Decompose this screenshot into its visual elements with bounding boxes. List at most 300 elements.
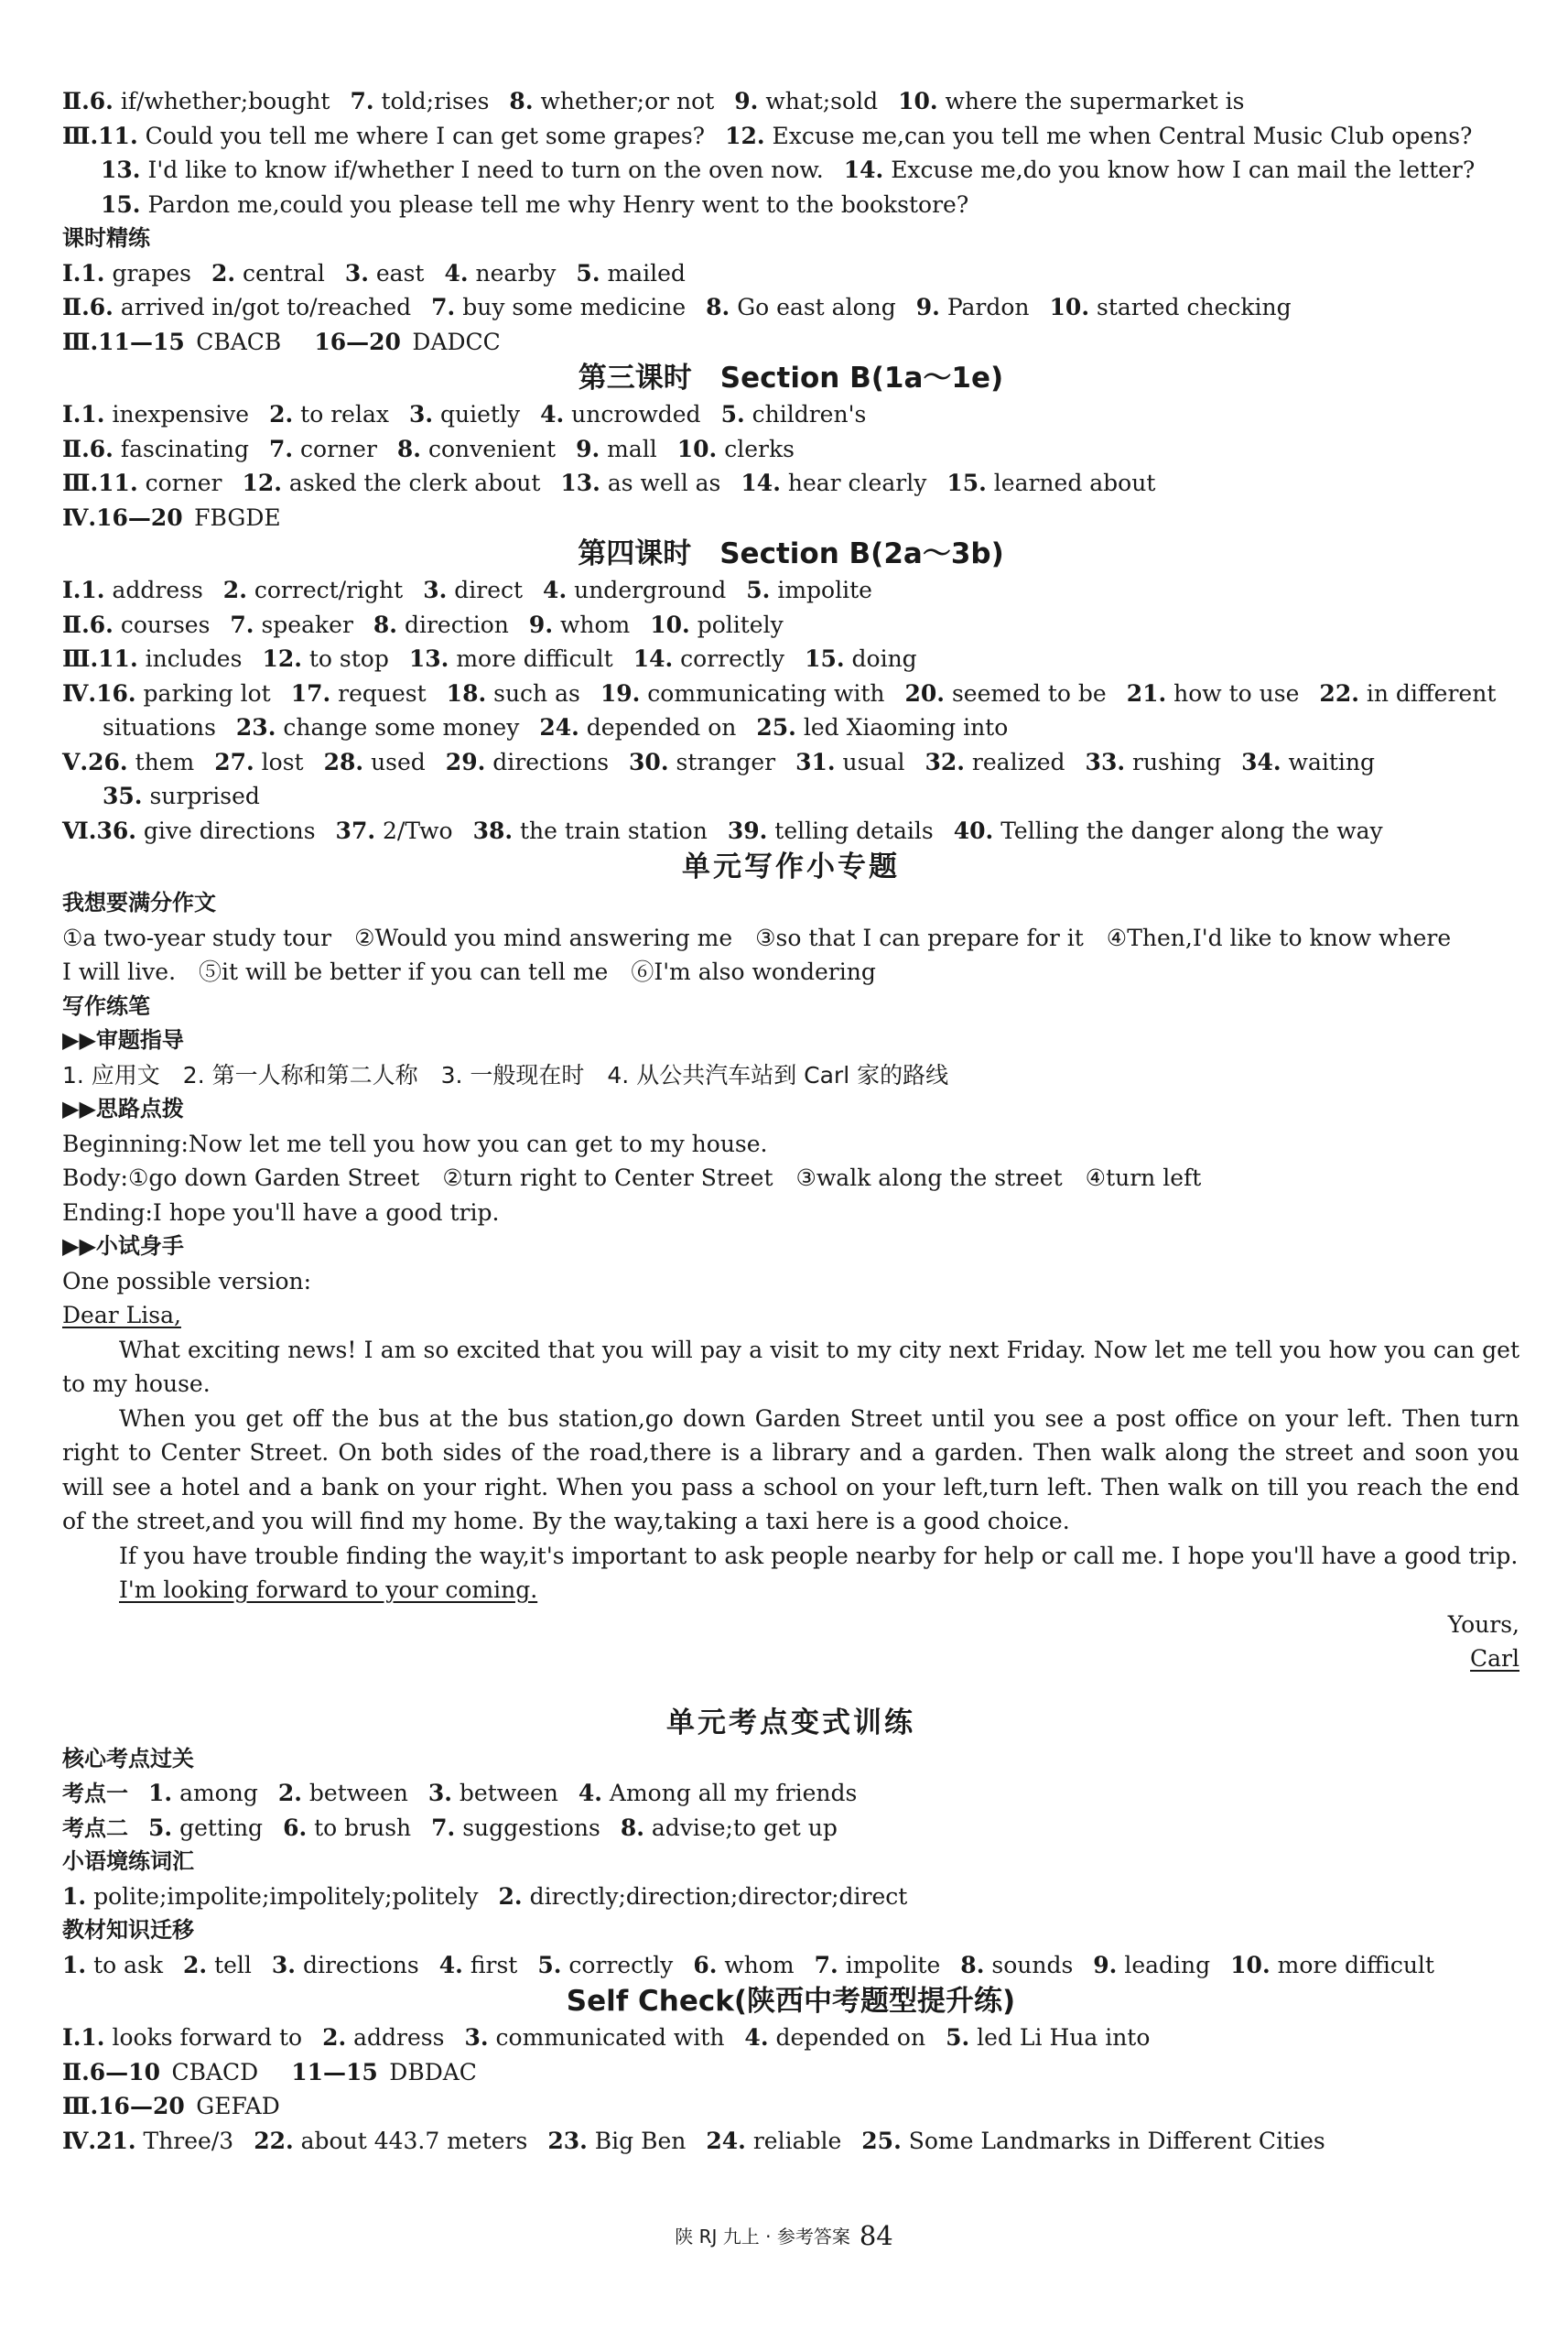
answer-row: [62, 325, 1519, 360]
roman-numeral: Ⅰ.: [62, 401, 81, 428]
answer-number: 25.: [861, 2127, 902, 2154]
answer-text: whom: [559, 611, 631, 638]
answer-number: 9.: [915, 294, 940, 320]
answer-text: used: [371, 748, 426, 775]
answer-text: advise;to get up: [651, 1814, 838, 1841]
answer-row: [62, 677, 1519, 711]
answer-number: 6.: [89, 611, 114, 638]
answer-row: [62, 642, 1519, 677]
model-essay-line: I will live. ⑤it will be better if you can tell me ⑥I'm also wondering: [62, 959, 876, 985]
answer-number: 38.: [472, 817, 514, 844]
answer-text: led Xiaoming into: [803, 714, 1009, 741]
answer-text: Excuse me,can you tell me when Central Music Club opens?: [772, 122, 1473, 149]
answer-row: [62, 501, 1519, 536]
ideas-heading: ▶▶思路点拨: [62, 1096, 184, 1121]
answer-number: 19.: [600, 679, 641, 707]
answer-text: Pardon: [946, 294, 1030, 320]
answer-text: lost: [261, 748, 304, 775]
answer-number: 6.: [283, 1814, 308, 1841]
kd1-line: [62, 1776, 1519, 1811]
answer-text: sounds: [991, 1951, 1074, 1978]
answer-text: seemed to be: [951, 679, 1107, 707]
answer-text: communicating with: [647, 679, 885, 707]
answer-text: depended on: [586, 714, 737, 741]
answer-text: rushing: [1132, 748, 1222, 775]
answer-number: 37.: [335, 817, 376, 844]
answer-number: 11.: [98, 470, 138, 496]
writing-title: 单元写作小专题: [682, 850, 900, 883]
answer-text: arrived in/got to/reached: [120, 294, 412, 320]
answer-text: getting: [179, 1814, 264, 1841]
answer-text: to stop: [308, 645, 389, 672]
answer-text: change some money: [283, 714, 520, 741]
answer-text: clerks: [724, 435, 795, 462]
answer-text: the train station: [520, 817, 708, 844]
answer-number: 2.: [322, 2024, 347, 2051]
answer-row: [62, 188, 1519, 222]
answer-row: [62, 256, 1519, 291]
answer-text: doing: [851, 645, 917, 672]
answer-text: more difficult: [1277, 1951, 1434, 1978]
answer-text: give directions: [143, 817, 316, 844]
answer-number: 6—10: [89, 2058, 160, 2085]
core-points-heading: 核心考点过关: [62, 1745, 194, 1771]
vocab-heading: 小语境练词汇: [62, 1848, 194, 1874]
answer-number: 11—15: [291, 2058, 378, 2085]
roman-numeral: Ⅱ.: [62, 611, 90, 638]
answer-text: inexpensive: [112, 401, 250, 428]
letter-paragraph: If you have trouble finding the way,it's important to ask people nearby for help or call me. I hope you'll have a good trip.: [119, 1542, 1519, 1569]
answer-number: 4.: [543, 577, 568, 603]
answer-text: impolite: [845, 1951, 941, 1978]
guide-heading: ▶▶审题指导: [62, 1027, 184, 1053]
answer-text: I'd like to know if/whether I need to turn on the oven now.: [147, 157, 824, 183]
answer-number: 10.: [1230, 1951, 1271, 1978]
answer-number: 15.: [805, 645, 845, 672]
ks-answers: [62, 256, 1519, 360]
answer-text: CBACB: [196, 328, 282, 355]
answer-number: 11.: [98, 122, 138, 149]
answer-number: 5.: [720, 401, 745, 428]
answer-number: 14.: [633, 645, 674, 672]
answer-text: children's: [752, 401, 867, 428]
answer-text: whether;or not: [540, 88, 715, 114]
answer-number: 1.: [81, 577, 105, 603]
answer-text: underground: [574, 577, 727, 603]
answer-text: address: [112, 577, 203, 603]
answer-row: [62, 814, 1519, 849]
answer-number: 16—20: [314, 328, 401, 355]
footer-label: 陕 RJ 九上 · 参考答案: [675, 2226, 850, 2248]
vocab-line: [62, 1879, 1519, 1914]
answer-text: looks forward to: [112, 2024, 303, 2051]
answer-number: 27.: [214, 748, 254, 775]
roman-numeral: Ⅱ.: [62, 435, 90, 462]
answer-number: 1.: [81, 2024, 105, 2051]
answer-number: 39.: [727, 817, 768, 844]
answer-text: hear clearly: [787, 470, 927, 496]
answer-number: 13.: [101, 157, 141, 183]
beginning-line: Beginning:Now let me tell you how you can get to my house.: [62, 1130, 768, 1157]
answer-number: 33.: [1085, 748, 1126, 775]
answer-row: [62, 290, 1519, 325]
answer-number: 8.: [396, 435, 422, 462]
letter-signature: Carl: [1470, 1645, 1519, 1672]
answer-number: 7.: [350, 88, 374, 114]
answer-number: 8.: [509, 88, 534, 114]
answer-number: 9.: [1093, 1951, 1118, 1978]
answer-text: politely: [697, 611, 784, 638]
answer-text: if/whether;bought: [120, 88, 330, 114]
section-b-answers-top: [62, 84, 1519, 222]
kd2-label: 考点二: [62, 1814, 128, 1841]
answer-row: [62, 710, 1519, 745]
answer-text: led Li Hua into: [977, 2024, 1151, 2051]
answer-row: [62, 119, 1519, 154]
answer-text: east: [375, 259, 425, 287]
answer-number: 2.: [498, 1882, 523, 1910]
answer-number: 5.: [576, 259, 600, 287]
page-number: 84: [859, 2220, 893, 2251]
answer-number: 3.: [271, 1951, 297, 1978]
answer-text: between: [459, 1780, 558, 1806]
answer-number: 12.: [262, 645, 302, 672]
answer-number: 28.: [323, 748, 364, 775]
answer-number: 3.: [344, 259, 369, 287]
answer-text: suggestions: [462, 1814, 600, 1841]
answer-row: [62, 153, 1519, 188]
answer-text: depended on: [775, 2024, 926, 2051]
answer-row: [62, 466, 1519, 501]
answer-text: whom: [724, 1951, 795, 1978]
roman-numeral: Ⅲ.: [62, 122, 99, 149]
answer-number: 10.: [898, 88, 938, 114]
answer-text: usual: [842, 748, 905, 775]
answer-text: GEFAD: [196, 2093, 280, 2119]
answer-text: correct/right: [254, 577, 404, 603]
body-line: Body:①go down Garden Street ②turn right to Center Street ③walk along the street ④turn left: [62, 1164, 1202, 1191]
answer-text: asked the clerk about: [288, 470, 541, 496]
answer-text: telling details: [774, 817, 934, 844]
answer-number: 16—20: [96, 504, 183, 531]
answer-number: 8.: [706, 294, 730, 320]
answer-number: 10.: [650, 611, 690, 638]
answer-number: 7.: [814, 1951, 838, 1978]
answer-row: [62, 2089, 1519, 2124]
answer-text: correctly: [568, 1951, 674, 1978]
answer-text: quietly: [440, 401, 521, 428]
answer-number: 4.: [444, 259, 469, 287]
roman-numeral: Ⅰ.: [62, 577, 81, 603]
answer-number: 3.: [423, 577, 448, 603]
answer-text: DADCC: [412, 328, 501, 355]
answer-number: 29.: [445, 748, 486, 775]
answer-number: 15.: [101, 190, 141, 218]
answer-row: [62, 2055, 1519, 2090]
roman-numeral: Ⅵ.: [62, 817, 97, 844]
answer-text: grapes: [112, 259, 191, 287]
roman-numeral: Ⅲ.: [62, 645, 99, 672]
answer-number: 14.: [741, 470, 781, 496]
answer-row: [62, 608, 1519, 643]
answer-number: 12.: [725, 122, 765, 149]
answer-text: situations: [103, 714, 216, 741]
answer-text: among: [179, 1780, 258, 1806]
answer-number: 18.: [446, 679, 487, 707]
letter-greeting: Dear Lisa,: [62, 1302, 181, 1328]
answer-number: 34.: [1241, 748, 1281, 775]
answer-text: buy some medicine: [462, 294, 687, 320]
answer-number: 10.: [676, 435, 718, 462]
answer-text: where the supermarket is: [945, 88, 1245, 114]
answer-number: 31.: [795, 748, 836, 775]
try-heading: ▶▶小试身手: [62, 1233, 184, 1259]
answer-number: 4.: [744, 2024, 769, 2051]
answer-number: 26.: [88, 748, 128, 775]
answer-number: 35.: [103, 783, 143, 809]
letter-intro: One possible version:: [62, 1267, 312, 1294]
answer-number: 1.: [62, 1951, 87, 1978]
answer-number: 14.: [843, 157, 884, 183]
answer-number: 2.: [269, 401, 294, 428]
kd1-label: 考点一: [62, 1781, 128, 1806]
answer-number: 12.: [242, 470, 282, 496]
section4-title: 第四课时 Section B(2a～3b): [578, 537, 1004, 570]
answer-text: told;rises: [381, 88, 490, 114]
answer-text: surprised: [149, 783, 260, 809]
answer-text: speaker: [261, 611, 353, 638]
answer-text: includes: [145, 645, 243, 672]
answer-text: communicated with: [495, 2024, 725, 2051]
answer-text: realized: [971, 748, 1065, 775]
answer-text: directly;direction;director;direct: [529, 1882, 908, 1910]
self-check-answers: [62, 2020, 1519, 2158]
answer-text: directions: [302, 1951, 419, 1978]
answer-row: [62, 573, 1519, 608]
answer-number: 24.: [706, 2127, 746, 2154]
answer-number: 7.: [431, 1814, 456, 1841]
answer-text: Pardon me,could you please tell me why Henry went to the bookstore?: [147, 190, 969, 218]
answer-number: 9.: [576, 435, 600, 462]
answer-text: address: [353, 2024, 445, 2051]
answer-row: [62, 397, 1519, 432]
answer-text: Big Ben: [594, 2127, 687, 2154]
answer-number: 13.: [560, 470, 600, 496]
answer-number: 2.: [183, 1951, 208, 1978]
answer-text: reliable: [752, 2127, 842, 2154]
answer-number: 7.: [230, 611, 254, 638]
answer-number: 40.: [953, 817, 994, 844]
answer-text: directions: [492, 748, 610, 775]
answer-text: Among all my friends: [609, 1780, 858, 1806]
answer-text: Could you tell me where I can get some grapes?: [145, 122, 706, 149]
transfer-heading: 教材知识迁移: [62, 1917, 194, 1943]
answer-text: between: [308, 1780, 408, 1806]
model-essay-line: ①a two-year study tour ②Would you mind answering me ③so that I can prepare for it ④Then,I'd like to know where: [62, 924, 1452, 951]
answer-text: parking lot: [143, 679, 271, 707]
answer-number: 7.: [268, 435, 294, 462]
answer-text: Excuse me,do you know how I can mail the letter?: [891, 157, 1476, 183]
answer-number: 21.: [96, 2127, 136, 2154]
letter-yours: Yours,: [1447, 1610, 1519, 1638]
answer-number: 22.: [254, 2127, 294, 2154]
roman-numeral: Ⅳ.: [62, 504, 97, 531]
answer-number: 23.: [235, 714, 276, 741]
page-footer: [0, 2219, 1568, 2255]
answer-number: 1.: [81, 401, 105, 428]
answer-number: 1.: [81, 259, 105, 287]
answer-number: 6.: [89, 435, 114, 462]
answer-number: 4.: [438, 1951, 463, 1978]
answer-number: 36.: [96, 817, 136, 844]
answer-number: 16.: [96, 679, 136, 707]
answer-text: Some Landmarks in Different Cities: [908, 2127, 1325, 2154]
answer-number: 16—20: [98, 2093, 185, 2119]
answer-text: such as: [493, 679, 580, 707]
answer-number: 8.: [960, 1951, 985, 1978]
answer-row: [62, 779, 1519, 814]
practice-heading: 写作练笔: [62, 992, 150, 1019]
answer-number: 9.: [528, 611, 554, 638]
roman-numeral: Ⅲ.: [62, 470, 99, 496]
unit-title: 单元考点变式训练: [666, 1706, 915, 1739]
answer-text: direct: [454, 577, 524, 603]
answer-number: 21.: [1126, 679, 1167, 707]
answer-text: mailed: [607, 259, 686, 287]
answer-number: 11—15: [98, 328, 185, 355]
answer-text: uncrowded: [571, 401, 701, 428]
answer-number: 6.: [693, 1951, 718, 1978]
answer-text: 2/Two: [383, 817, 453, 844]
answer-text: to relax: [300, 401, 389, 428]
roman-numeral: Ⅴ.: [62, 748, 89, 775]
answer-text: learned about: [993, 470, 1156, 496]
answer-text: how to use: [1173, 679, 1300, 707]
answer-number: 32.: [925, 748, 965, 775]
answer-number: 22.: [1319, 679, 1359, 707]
roman-numeral: Ⅱ.: [62, 2058, 90, 2085]
answer-text: tell: [214, 1951, 252, 1978]
answer-text: direction: [404, 611, 509, 638]
answer-number: 17.: [290, 679, 331, 707]
answer-text: request: [338, 679, 427, 707]
answer-text: polite;impolite;impolitely;politely: [93, 1882, 479, 1910]
answer-number: 1.: [148, 1780, 173, 1806]
answer-number: 8.: [373, 611, 398, 638]
roman-numeral: Ⅳ.: [62, 2127, 97, 2154]
answer-number: 5.: [148, 1814, 173, 1841]
model-essay-heading: 我想要满分作文: [62, 890, 216, 915]
answer-number: 6.: [89, 88, 114, 114]
answer-text: leading: [1124, 1951, 1211, 1978]
answer-text: Telling the danger along the way: [1000, 817, 1383, 844]
answer-text: correctly: [680, 645, 785, 672]
ks-heading: 课时精练: [62, 225, 150, 251]
roman-numeral: Ⅱ.: [62, 88, 90, 114]
answer-text: fascinating: [120, 435, 249, 462]
answer-text: more difficult: [456, 645, 613, 672]
answer-number: 30.: [629, 748, 669, 775]
answer-text: to ask: [93, 1951, 163, 1978]
answer-number: 25.: [756, 714, 796, 741]
roman-numeral: Ⅲ.: [62, 2093, 99, 2119]
answer-number: 8.: [620, 1814, 644, 1841]
roman-numeral: Ⅲ.: [62, 328, 99, 355]
answer-number: 23.: [547, 2127, 588, 2154]
answer-text: started checking: [1096, 294, 1292, 320]
answer-row: [62, 2020, 1519, 2055]
letter-paragraph: What exciting news! I am so excited that you will pay a visit to my city next Friday. Now let me tell you how you can get to my house.: [62, 1336, 1519, 1397]
section3-title: 第三课时 Section B(1a～1e): [578, 362, 1004, 395]
letter-closing-line: I'm looking forward to your coming.: [119, 1576, 538, 1603]
answer-page: [62, 84, 1519, 2158]
answer-text: what;sold: [765, 88, 879, 114]
answer-row: [62, 84, 1519, 119]
self-check-title: Self Check(陕西中考题型提升练): [566, 1985, 1016, 2018]
answer-text: Go east along: [737, 294, 896, 320]
letter-paragraph: When you get off the bus at the bus station,go down Garden Street until you see a post office on your left. Then turn right to Center Street. On both sides of the road,there is a library and a garden. Then walk along the street and soon you will see a hotel and a bank on your right. When you pass a school on your left,turn left. Then walk on till you reach the end of the street,and you will find my home. By the way,taking a taxi here is a good choice.: [62, 1404, 1519, 1534]
answer-text: corner: [300, 435, 377, 462]
answer-number: 5.: [746, 577, 771, 603]
answer-number: 4.: [578, 1780, 602, 1806]
answer-number: 4.: [540, 401, 565, 428]
answer-number: 2.: [277, 1780, 302, 1806]
answer-number: 2.: [211, 259, 236, 287]
transfer-line: [62, 1948, 1519, 1983]
answer-number: 24.: [539, 714, 579, 741]
answer-number: 1.: [62, 1882, 87, 1910]
roman-numeral: Ⅰ.: [62, 259, 81, 287]
answer-number: 3.: [427, 1780, 452, 1806]
answer-row: [62, 432, 1519, 467]
ending-line: Ending:I hope you'll have a good trip.: [62, 1198, 500, 1226]
answer-number: 9.: [734, 88, 759, 114]
answer-number: 3.: [464, 2024, 489, 2051]
answer-text: CBACD: [171, 2058, 259, 2085]
answer-number: 5.: [537, 1951, 562, 1978]
answer-text: Three/3: [143, 2127, 234, 2154]
answer-text: stranger: [676, 748, 776, 775]
answer-text: in different: [1366, 679, 1497, 707]
answer-number: 10.: [1049, 294, 1090, 320]
section4-answers: [62, 573, 1519, 848]
roman-numeral: Ⅳ.: [62, 679, 97, 707]
answer-number: 11.: [98, 645, 138, 672]
answer-text: central: [243, 259, 325, 287]
answer-text: impolite: [777, 577, 872, 603]
answer-text: as well as: [607, 470, 721, 496]
answer-text: waiting: [1288, 748, 1375, 775]
answer-number: 13.: [408, 645, 449, 672]
answer-text: convenient: [427, 435, 557, 462]
answer-number: 6.: [89, 294, 114, 320]
answer-text: DBDAC: [389, 2058, 477, 2085]
answer-number: 20.: [904, 679, 946, 707]
answer-text: nearby: [475, 259, 557, 287]
answer-row: [62, 2124, 1519, 2159]
answer-number: 2.: [222, 577, 247, 603]
answer-text: courses: [120, 611, 211, 638]
answer-text: to brush: [314, 1814, 412, 1841]
answer-text: about 443.7 meters: [300, 2127, 528, 2154]
answer-text: corner: [145, 470, 222, 496]
section3-answers: [62, 397, 1519, 535]
kd2-line: [62, 1811, 1519, 1846]
answer-row: [62, 745, 1519, 780]
answer-text: mall: [607, 435, 657, 462]
answer-text: them: [135, 748, 195, 775]
answer-text: first: [470, 1951, 518, 1978]
